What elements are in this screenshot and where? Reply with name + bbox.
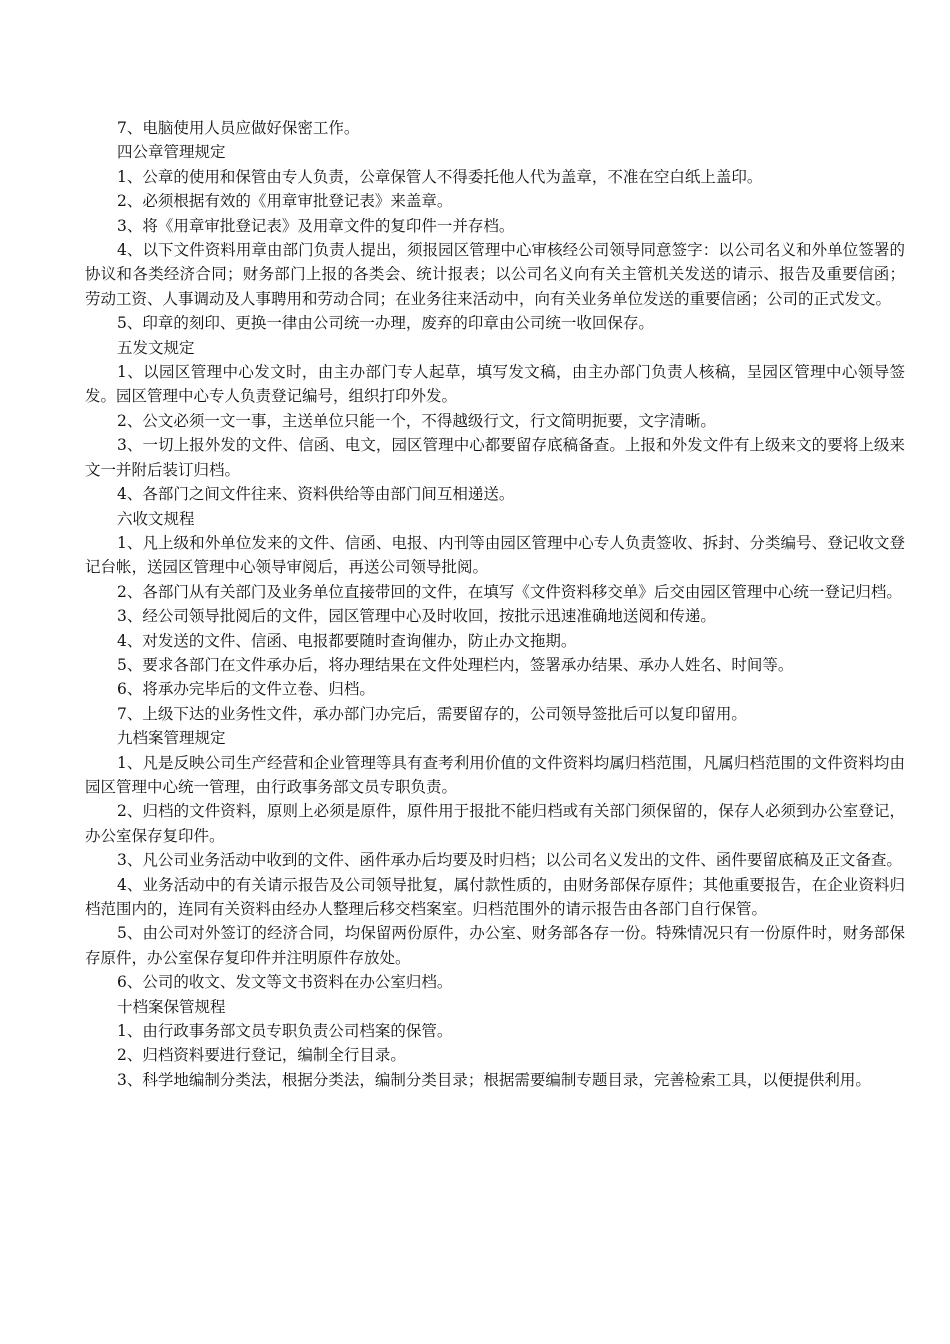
section-heading: 十档案保管规程 [117, 997, 226, 1016]
paragraph: 2、各部门从有关部门及业务单位直接带回的文件，在填写《文件资料移交单》后交由园区管理中心统一登记归档。 [117, 582, 902, 601]
paragraph: 3、一切上报外发的文件、信函、电文，园区管理中心都要留存底稿备查。上报和外发文件有上级来文的要将上级来文一并附后装订归档。 [85, 436, 905, 479]
paragraph: 1、凡上级和外单位发来的文件、信函、电报、内刊等由园区管理中心专人负责签收、拆封、分类编号、登记收文登记台帐，送园区管理中心领导审阅后，再送公司领导批阅。 [85, 533, 905, 577]
paragraph: 4、以下文件资料用章由部门负责人提出，须报园区管理中心审核经公司领导同意签字：以公司名义和外单位签署的协议和各类经济合同；财务部门上报的各类会、统计报表；以公司名义向有关主管机关发送的请示、报告及重要信函；劳动工资、人事调动及人事聘用和劳动合同；在业务往来活动中，向有关业务单位发送的重要信函；公司的正式发文。 [85, 241, 905, 308]
paragraph: 5、由公司对外签订的经济合同，均保留两份原件，办公室、财务部各存一份。特殊情况只有一份原件时，财务部保存原件，办公室保存复印件并注明原件存放处。 [85, 924, 905, 967]
paragraph: 4、业务活动中的有关请示报告及公司领导批复，属付款性质的，由财务部保存原件；其他重要报告，在企业资料归档范围内的，连同有关资料由经办人整理后移交档案室。归档范围外的请示报告由各部门自行保管。 [85, 875, 905, 918]
paragraph: 1、以园区管理中心发文时，由主办部门专人起草，填写发文稿，由主办部门负责人核稿，呈园区管理中心领导签发。园区管理中心专人负责登记编号，组织打印外发。 [85, 363, 905, 406]
paragraph: 5、要求各部门在文件承办后，将办理结果在文件处理栏内，签署承办结果、承办人姓名、时间等。 [117, 655, 794, 674]
paragraph: 3、将《用章审批登记表》及用章文件的复印件一并存档。 [117, 216, 515, 235]
paragraph: 2、公文必须一文一事，主送单位只能一个，不得越级行文，行文简明扼要，文字清晰。 [117, 411, 716, 430]
paragraph: 6、将承办完毕后的文件立卷、归档。 [117, 680, 375, 699]
paragraph: 3、凡公司业务活动中收到的文件、函件承办后均要及时归档；以公司名义发出的文件、函件要留底稿及正文备查。 [117, 851, 902, 870]
paragraph: 1、凡是反映公司生产经营和企业管理等具有查考利用价值的文件资料均属归档范围，凡属归档范围的文件资料均由园区管理中心统一管理，由行政事务部文员专职负责。 [85, 753, 905, 796]
paragraph: 2、必须根据有效的《用章审批登记表》来盖章。 [117, 192, 453, 211]
paragraph: 7、电脑使用人员应做好保密工作。 [117, 119, 360, 137]
section-heading: 四公章管理规定 [117, 143, 226, 162]
document-body [85, 116, 905, 1092]
paragraph: 3、科学地编制分类法，根据分类法，编制分类目录；根据需要编制专题目录，完善检索工具，以便提供利用。 [117, 1070, 871, 1089]
paragraph: 3、经公司领导批阅后的文件，园区管理中心及时收回，按批示迅速准确地送阅和传递。 [117, 607, 716, 626]
section-heading: 五发文规定 [117, 338, 195, 357]
paragraph: 4、各部门之间文件往来、资料供给等由部门间互相递送。 [117, 485, 515, 504]
paragraph: 4、对发送的文件、信函、电报都要随时查询催办，防止办文拖期。 [117, 631, 577, 650]
paragraph: 2、归档的文件资料，原则上必须是原件，原件用于报批不能归档或有关部门须保留的，保存人必须到办公室登记，办公室保存复印件。 [85, 802, 905, 845]
paragraph: 1、由行政事务部文员专职负责公司档案的保管。 [117, 1022, 453, 1041]
paragraph: 5、印章的刻印、更换一律由公司统一办理，废弃的印章由公司统一收回保存。 [117, 314, 654, 333]
paragraph: 7、上级下达的业务性文件，承办部门办完后，需要留存的，公司领导签批后可以复印留用。 [117, 704, 747, 723]
section-heading: 九档案管理规定 [117, 729, 226, 748]
paragraph: 2、归档资料要进行登记，编制全行目录。 [117, 1046, 406, 1065]
paragraph: 6、公司的收文、发文等文书资料在办公室归档。 [117, 973, 453, 992]
section-heading: 六收文规程 [117, 509, 195, 528]
paragraph: 1、公章的使用和保管由专人负责，公章保管人不得委托他人代为盖章，不准在空白纸上盖印。 [117, 167, 763, 186]
